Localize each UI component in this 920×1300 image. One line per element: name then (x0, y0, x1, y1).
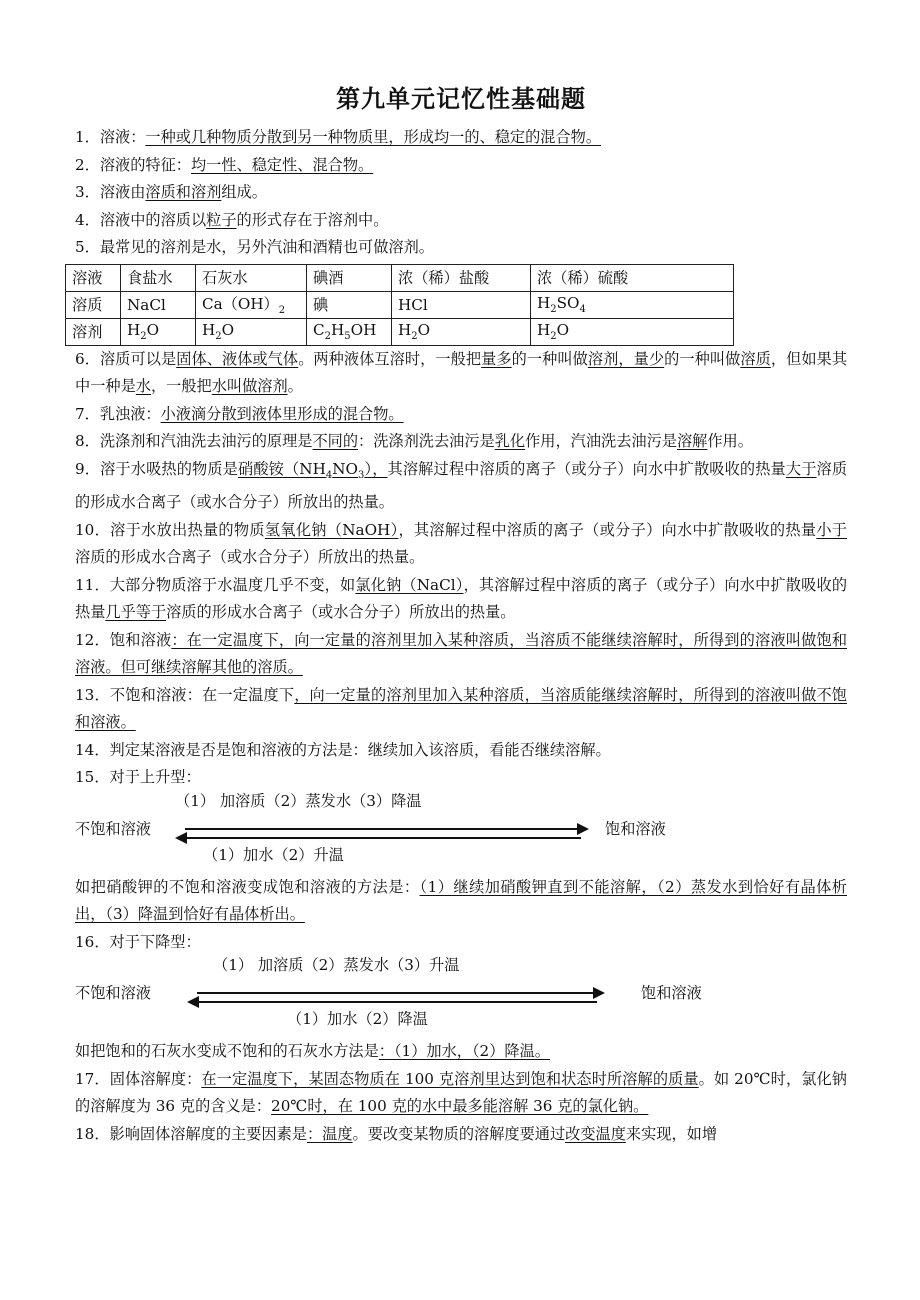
formula-subscript: 5 (344, 331, 351, 343)
item-text: 3．溶液由 (75, 183, 146, 201)
formula-text: H (127, 320, 141, 339)
formula-text: C (313, 320, 325, 339)
formula-text: OH (350, 320, 377, 339)
item-text: 9．溶于水吸热的物质是 (75, 459, 239, 478)
formula-text: O (146, 320, 160, 339)
formula-subscript: 2 (411, 331, 418, 343)
right-arrow (185, 828, 579, 830)
table-cell (196, 318, 307, 345)
item-text: 的一种叫做 (664, 349, 741, 368)
formula-text: H (202, 320, 216, 339)
item-answer: 水 (135, 377, 151, 395)
item-text: 15．对于上升型： (75, 768, 201, 787)
item-text: 17．固体溶解度： (75, 1069, 202, 1088)
item-text: 的形式存在于溶剂中。 (236, 210, 389, 229)
item-text: ，一般把 (150, 377, 212, 395)
arrow-head-icon (187, 996, 199, 1008)
item-answer: 小液滴分散到液体里形成的混合物。 (160, 404, 404, 423)
item-answer: 均一性、稳定性、混合物。 (190, 155, 374, 174)
item-answer: 溶解 (676, 432, 708, 450)
item-answer: 溶质和溶剂 (145, 183, 222, 201)
item-text: ，其溶解过程中溶质的离子（或分子）向水中扩散吸收的热量 (398, 520, 817, 539)
formula-text: H (331, 320, 345, 339)
item-text: 12．饱和溶液 (75, 630, 172, 649)
item-text: 来实现，如增 (625, 1124, 718, 1143)
formula-subscript: 3 (357, 469, 365, 481)
table-cell: 溶剂 (66, 318, 121, 345)
item-1 (75, 124, 847, 152)
item-15 (75, 764, 847, 792)
item-answer: 溶质 (740, 349, 771, 368)
formula-text: H (537, 320, 551, 339)
table-cell (196, 291, 307, 318)
formula-subscript: 4 (325, 469, 333, 481)
solution-table (65, 264, 734, 346)
item-14 (75, 737, 847, 765)
item-answer: 一种或几种物质分散到另一种物质里，形成均一的、稳定的混合物。 (145, 128, 602, 146)
table-cell (531, 291, 734, 318)
table-cell: 碘酒 (307, 264, 392, 291)
table-cell: HCl (392, 291, 531, 318)
item-text: 10．溶于水放出热量的物质 (75, 520, 265, 539)
item-13 (75, 682, 847, 737)
item-5 (75, 234, 847, 262)
item-text: ，其溶解过程中溶质的离子（或分子）向水中扩散吸收的热量 (75, 575, 848, 622)
item-answer: 固体、液体或气体 (176, 349, 299, 368)
item-text: 6．溶质可以是 (75, 349, 177, 368)
item-answer: 乳化 (494, 432, 526, 450)
item-answer (238, 459, 388, 481)
table-row (66, 318, 734, 345)
conversion-bottom-label: （1）加水（2）升温 (203, 845, 344, 864)
conversion-right-label: 饱和溶液 (605, 819, 666, 838)
item-text: 13．不饱和溶液：在一定温度下 (75, 685, 295, 704)
item-answer: 水叫做溶剂 (211, 377, 288, 395)
item-11 (75, 572, 847, 627)
item-15-example (75, 874, 847, 929)
item-text: ：洗涤剂洗去油污是 (358, 432, 495, 450)
formula-subscript: 2 (140, 331, 147, 343)
table-cell: 石灰水 (196, 264, 307, 291)
item-4 (75, 207, 847, 235)
table-cell (531, 318, 734, 345)
item-text: 的一种叫做 (511, 349, 588, 368)
formula-subscript: 2 (550, 304, 557, 316)
item-text: ，但如果其中一种是 (75, 349, 848, 395)
formula-text: O (556, 320, 570, 339)
item-answer: 不同的 (312, 432, 359, 450)
table-row (66, 291, 734, 318)
item-answer: 氢氧化钠（NaOH） (264, 520, 399, 539)
table-cell (392, 318, 531, 345)
item-answer: ：（1）加水，（2）降温。 (378, 1042, 550, 1061)
arrow-head-icon (593, 987, 605, 999)
page-title: 第九单元记忆性基础题 (336, 85, 586, 113)
item-text: 4．溶液中的溶质以 (75, 210, 207, 229)
item-answer: 粒子 (206, 210, 237, 229)
item-16-example (75, 1038, 847, 1066)
table-cell: NaCl (121, 291, 196, 318)
item-text: 1．溶液： (75, 128, 146, 146)
formula-text: SO (556, 293, 580, 312)
conversion-diagram-up (75, 792, 847, 874)
item-8 (75, 428, 847, 456)
item-text: 如把硝酸钾的不饱和溶液变成饱和溶液的方法是： (75, 877, 420, 896)
table-cell: 食盐水 (121, 264, 196, 291)
table-cell (307, 318, 392, 345)
formula-subscript: 4 (579, 304, 586, 316)
conversion-left-label: 不饱和溶液 (75, 819, 151, 838)
formula-text: ）， (364, 459, 388, 478)
arrow-head-icon (577, 823, 589, 835)
item-7 (75, 401, 847, 429)
item-answer: 几乎等于 (105, 603, 167, 622)
left-arrow (185, 837, 581, 839)
item-6 (75, 346, 847, 401)
conversion-top-label: （1） 加溶质（2）蒸发水（3）降温 (175, 791, 422, 810)
item-text: 作用。 (707, 432, 753, 450)
formula-text: NO (332, 459, 358, 478)
table-row (66, 264, 734, 291)
item-answer: 量多 (481, 349, 512, 368)
conversion-left-label: 不饱和溶液 (75, 984, 151, 1003)
item-2 (75, 152, 847, 180)
item-16 (75, 929, 847, 957)
item-text: 其溶解过程中溶质的离子（或分子）向水中扩散吸收的热量 (387, 459, 786, 478)
item-text: 溶质的形成水合离子（或水合分子）所放出的热量。 (75, 548, 425, 567)
item-answer: ：在一定温度下，向一定量的溶剂里加入某种溶质，当溶质不能继续溶解时，所得到的溶液叫做饱和溶液。但可继续溶解其他的溶质。 (75, 630, 848, 677)
item-text: 14．判定某溶液是否是饱和溶液的方法是：继续加入该溶质，看能否继续溶解。 (75, 740, 611, 759)
formula-subscript: 2 (324, 331, 331, 343)
item-text: 5．最常见的溶剂是水，另外汽油和酒精也可做溶剂。 (75, 238, 434, 256)
item-text: 。两种液体互溶时，一般把 (298, 349, 482, 368)
item-text: 溶质的形成水合离子（或水合分子）所放出的热量。 (75, 459, 848, 512)
item-answer: ，向一定量的溶剂里加入某种溶质，当溶质能继续溶解时，所得到的溶液叫做不饱和溶液。 (75, 685, 847, 732)
item-text: 11．大部分物质溶于水温度几乎不变，如 (75, 575, 356, 594)
item-10 (75, 517, 847, 572)
item-18 (75, 1121, 847, 1149)
item-text: 2．溶液的特征： (75, 155, 191, 174)
item-12 (75, 627, 847, 682)
item-answer: 改变温度 (565, 1124, 626, 1143)
item-9 (75, 456, 847, 517)
document-page (72, 82, 848, 1148)
item-17 (75, 1066, 847, 1121)
formula-text: O (221, 320, 235, 339)
item-text: 18．影响固体溶解度的主要因素是 (75, 1124, 307, 1143)
item-answer: 溶剂，量少 (587, 349, 665, 368)
formula-text: H (537, 293, 551, 312)
item-3 (75, 179, 847, 207)
arrow-head-icon (175, 832, 187, 844)
item-answer: 小于 (816, 520, 847, 539)
item-answer: 20℃时，在 100 克的水中最多能溶解 36 克的氯化钠。 (271, 1097, 649, 1116)
item-answer: 氯化钠（NaCl） (355, 575, 464, 594)
item-text: 如把饱和的石灰水变成不饱和的石灰水方法是 (75, 1042, 379, 1061)
item-answer: ：温度 (306, 1124, 353, 1143)
item-text: 。 (287, 377, 303, 395)
table-cell: 浓（稀）盐酸 (392, 264, 531, 291)
conversion-right-label: 饱和溶液 (641, 984, 702, 1003)
table-cell: 溶液 (66, 264, 121, 291)
formula-subscript: 2 (215, 331, 222, 343)
table-cell: 碘 (307, 291, 392, 318)
formula-subscript: 2 (550, 331, 557, 343)
left-arrow (197, 1001, 597, 1003)
conversion-top-label: （1） 加溶质（2）蒸发水（3）升温 (213, 956, 460, 975)
item-text: 8．洗涤剂和汽油洗去油污的原理是 (75, 432, 313, 450)
formula-text: H (398, 320, 412, 339)
item-text: 作用，汽油洗去油污是 (525, 432, 677, 450)
item-text: 。如 20℃时，氯化钠的溶解度为 36 克的含义是： (75, 1069, 847, 1116)
item-answer: 在一定温度下，某固态物质在 100 克溶剂里达到饱和状态时所溶解的质量 (201, 1069, 699, 1088)
table-cell: 溶质 (66, 291, 121, 318)
formula-subscript: 2 (278, 305, 286, 317)
item-text: 组成。 (221, 183, 267, 201)
conversion-bottom-label: （1）加水（2）降温 (287, 1010, 428, 1029)
table-cell (121, 318, 196, 345)
item-text: 。要改变某物质的溶解度要通过 (352, 1124, 566, 1143)
right-arrow (197, 992, 595, 994)
table-cell: 浓（稀）硫酸 (531, 264, 734, 291)
item-text: 7．乳浊液： (75, 404, 161, 423)
formula-text: 硝酸铵（NH (238, 459, 326, 478)
formula-text: O (417, 320, 431, 339)
item-answer: 大于 (785, 459, 817, 478)
item-text: 溶质的形成水合离子（或水合分子）所放出的热量。 (166, 603, 516, 622)
formula-text: Ca（OH） (202, 294, 279, 313)
item-answer: （1）继续加硝酸钾直到不能溶解，（2）蒸发水到恰好有晶体析出，（3）降温到恰好有晶体析出。 (75, 877, 847, 924)
item-text: 16．对于下降型： (75, 932, 201, 951)
conversion-diagram-down (75, 956, 847, 1038)
